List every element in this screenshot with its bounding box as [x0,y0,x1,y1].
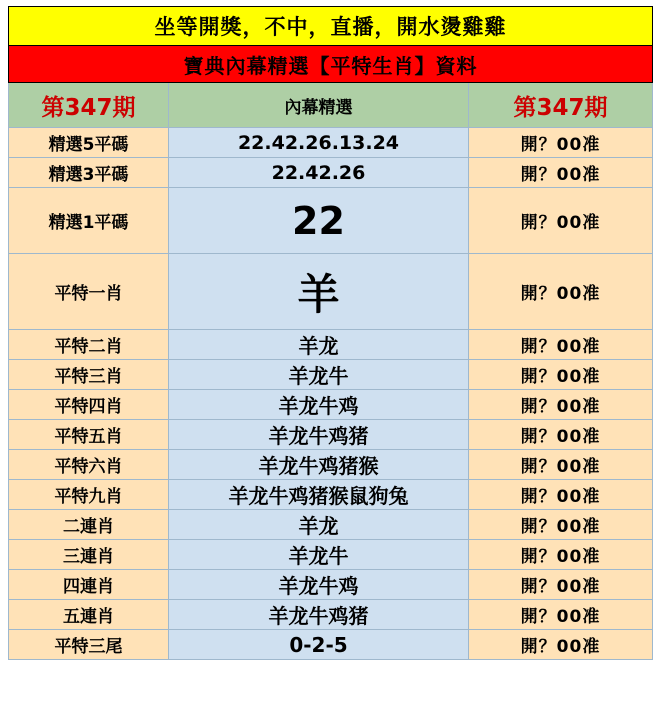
issue-left-label: 第347期 [41,94,136,121]
row-value: 22.42.26.13.24 [169,128,469,158]
table-row [9,630,653,660]
row-result: 開？00准 [469,570,653,600]
row-label: 平特三尾 [9,630,169,660]
row-value: 羊龙牛鸡猪 [169,600,469,630]
header-middle-cell [169,83,469,128]
row-label: 平特二肖 [9,330,169,360]
row-value: 0-2-5 [169,630,469,660]
row-result: 開？00准 [469,360,653,390]
row-value: 羊龙牛 [169,540,469,570]
row-value: 羊龙牛鸡 [169,390,469,420]
row-label: 精選5平碼 [9,128,169,158]
row-label: 四連肖 [9,570,169,600]
row-value: 22.42.26 [169,158,469,188]
table-row [9,420,653,450]
header-row [9,83,653,128]
banner-row-yellow [9,7,653,46]
row-result: 開？00准 [469,600,653,630]
row-label: 平特九肖 [9,480,169,510]
row-result: 開？00准 [469,630,653,660]
table-row [9,128,653,158]
banner-row-red [9,46,653,83]
row-label: 平特六肖 [9,450,169,480]
row-result: 開？00准 [469,330,653,360]
forecast-table [8,6,653,660]
row-result: 開？00准 [469,128,653,158]
table-row [9,158,653,188]
row-result: 開？00准 [469,450,653,480]
row-label: 平特三肖 [9,360,169,390]
row-label: 三連肖 [9,540,169,570]
table-row [9,360,653,390]
row-result: 開？00准 [469,480,653,510]
row-result: 開？00准 [469,390,653,420]
issue-right-cell [469,83,653,128]
row-result: 開？00准 [469,158,653,188]
row-value: 羊龙牛 [169,360,469,390]
table-row [9,600,653,630]
row-result: 開？00准 [469,420,653,450]
row-value: 羊龙 [169,330,469,360]
row-value: 22 [169,188,469,254]
table-row [9,540,653,570]
lottery-tip-sheet [0,6,660,721]
row-value: 羊 [169,254,469,330]
table-row [9,450,653,480]
row-label: 精選1平碼 [9,188,169,254]
header-middle-label: 內幕精選 [284,97,353,118]
yellow-banner-text: 坐等開獎，不中，直播，開水燙雞雞 [9,7,653,46]
table-row [9,510,653,540]
row-label: 五連肖 [9,600,169,630]
row-label: 平特五肖 [9,420,169,450]
issue-left-cell [9,83,169,128]
row-value: 羊龙牛鸡猪 [169,420,469,450]
row-value: 羊龙牛鸡猪猴 [169,450,469,480]
table-row [9,188,653,254]
row-result: 開？00准 [469,254,653,330]
table-row [9,390,653,420]
row-label: 精選3平碼 [9,158,169,188]
issue-right-label: 第347期 [513,94,608,121]
row-result: 開？00准 [469,540,653,570]
row-label: 平特一肖 [9,254,169,330]
row-value: 羊龙牛鸡猪猴鼠狗兔 [169,480,469,510]
row-value: 羊龙 [169,510,469,540]
row-result: 開？00准 [469,510,653,540]
row-label: 二連肖 [9,510,169,540]
table-row [9,330,653,360]
table-row [9,480,653,510]
table-row [9,570,653,600]
red-banner-text: 寶典內幕精選【平特生肖】資料 [9,46,653,83]
table-row [9,254,653,330]
row-value: 羊龙牛鸡 [169,570,469,600]
row-label: 平特四肖 [9,390,169,420]
row-result: 開？00准 [469,188,653,254]
